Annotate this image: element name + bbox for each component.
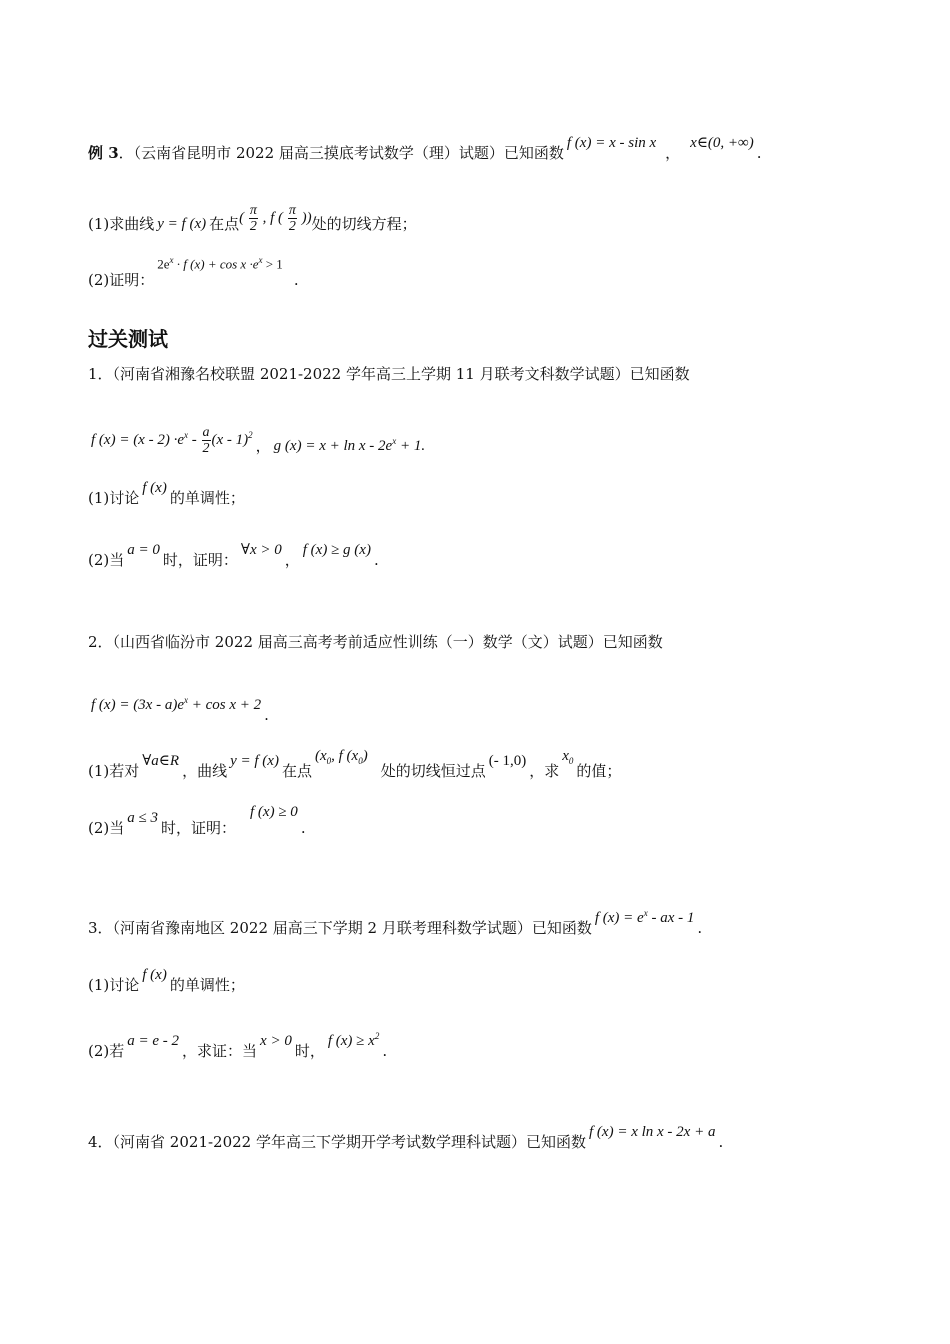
frac-num: π — [249, 203, 257, 218]
q1-g-sep: ， — [255, 437, 271, 456]
g-part: g (x) = x + ln x - 2e — [273, 438, 393, 455]
exp-2: 2 — [374, 1031, 380, 1041]
q3-intro-text: 3．（河南省豫南地区 2022 届高三下学期 2 月联考理科数学试题）已知函数 — [88, 919, 592, 937]
paren-open: ( — [239, 209, 245, 226]
q2-part1-forall: ∀a∈R — [142, 753, 180, 769]
q3-part2-when: 时， — [294, 1042, 325, 1060]
example3-comma: ， — [665, 144, 681, 162]
q1-part1-func: f (x) — [142, 480, 167, 496]
q2-part2-period: . — [300, 819, 306, 837]
x0-x: x — [562, 748, 569, 764]
q2-part1 — [88, 748, 622, 781]
point-mid: , f (x — [331, 748, 359, 764]
example3-part2-formula — [157, 250, 283, 274]
q1-def — [88, 425, 428, 456]
f-end: + cos x + 2 — [188, 697, 262, 713]
q4-intro — [88, 1124, 724, 1152]
sub-0: 0 — [326, 756, 332, 766]
example3-part1-curve: y = f (x) — [157, 216, 207, 232]
q3-part1-prefix: (1)讨论 — [88, 976, 140, 994]
q1-part2-forall: ∀x > 0 — [240, 542, 282, 558]
q3-part1-suffix: 的单调性； — [169, 976, 245, 994]
q3-f-period: . — [697, 919, 703, 937]
f-part-b: - — [188, 432, 201, 448]
exp-x-2: x — [258, 255, 263, 265]
q3-part2-mid: ，求证：当 — [182, 1042, 258, 1060]
q1-part1-suffix: 的单调性； — [169, 489, 245, 507]
point-x: (x — [314, 748, 327, 764]
frac-num: a — [202, 425, 210, 441]
example3-domain: x∈(0, +∞) — [690, 135, 754, 151]
pi-over-2-fraction-2 — [288, 203, 297, 234]
example3-part1 — [88, 203, 417, 234]
example3-func: f (x) = x - sin x — [566, 135, 657, 151]
q3-part1-func: f (x) — [142, 967, 167, 983]
sub-0-2: 0 — [358, 756, 363, 766]
point-end: ) — [362, 748, 368, 764]
q4-f-def: f (x) = x ln x - 2x + a — [589, 1124, 716, 1140]
g-end: + 1 — [396, 438, 422, 455]
g-period: . — [421, 438, 426, 455]
exp-x: x — [169, 255, 174, 265]
q2-intro: 2．（山西省临汾市 2022 届高三高考考前适应性训练（一）数学（文）试题）已知函数 — [88, 633, 663, 651]
example3-part2-prefix: (2)证明： — [88, 271, 155, 290]
q1-part2-mid: 时，证明： — [162, 551, 238, 569]
example3-label: 例 3 — [88, 144, 119, 162]
q2-part1-a: ，曲线 — [182, 762, 228, 780]
f-part-c: (x - 1) — [211, 432, 249, 448]
a-over-2-fraction — [202, 425, 211, 456]
frac-num: π — [288, 203, 296, 218]
example3-part1-suffix: 处的切线方程； — [311, 215, 417, 233]
paren-close: )) — [301, 209, 312, 226]
q1-part2-prefix: (2)当 — [88, 551, 125, 569]
q1-intro: 1．（河南省湘豫名校联盟 2021-2022 学年高三上学期 11 月联考文科数学试题）已知函数 — [88, 365, 690, 383]
f-part: f (x) = e — [594, 910, 644, 926]
q2-def — [88, 695, 269, 725]
f-part-a: f (x) = (x - 2) ·e — [91, 432, 184, 448]
q1-g-def — [274, 431, 425, 456]
q1-part1-prefix: (1)讨论 — [88, 489, 140, 507]
q3-part2-period: . — [382, 1042, 388, 1060]
q2-part2-ineq: f (x) ≥ 0 — [250, 804, 298, 820]
example3-part1-mid: 在点 — [209, 215, 240, 233]
q2-f-def — [91, 690, 261, 715]
q1-part2-ineq: f (x) ≥ g (x) — [302, 542, 371, 558]
q3-part2-cond: a = e - 2 — [127, 1033, 180, 1049]
q1-part2-period: . — [373, 551, 379, 569]
q4-f-period: . — [718, 1133, 724, 1151]
exp-x: x — [184, 430, 188, 440]
example3-part1-prefix: (1)求曲线 — [88, 215, 155, 233]
q3-intro — [88, 908, 703, 938]
example3-period: . — [756, 144, 762, 162]
q2-part2-mid: 时，证明： — [160, 819, 236, 837]
q2-part1-d: ，求 — [529, 762, 560, 780]
f-part: f (x) = (3x - a)e — [91, 697, 184, 713]
exp-x: x — [184, 695, 188, 705]
exp-x: x — [643, 908, 648, 918]
q2-part1-curve: y = f (x) — [230, 753, 279, 769]
pi-over-2-fraction — [249, 203, 258, 234]
formula-2e: 2e — [157, 256, 170, 272]
point-sep: , f ( — [262, 209, 284, 226]
section-title: 过关测试 — [88, 327, 168, 351]
q2-part1-prefix: (1)若对 — [88, 762, 140, 780]
example3-source: ．（云南省昆明市 2022 届高三摸底考试数学（理）试题）已知函数 — [118, 144, 564, 162]
q2-part1-b: 在点 — [281, 762, 312, 780]
exp-2: 2 — [248, 430, 253, 440]
exp-x: x — [392, 436, 397, 447]
q2-part2-cond: a ≤ 3 — [127, 810, 158, 826]
example3-intro — [88, 135, 762, 163]
q2-part2 — [88, 804, 306, 838]
sub-0: 0 — [568, 756, 574, 766]
q2-part1-x0 — [562, 746, 573, 771]
frac-den: 2 — [249, 219, 257, 234]
q4-intro-text: 4．（河南省 2021-2022 学年高三下学期开学考试数学理科试题）已知函数 — [88, 1133, 586, 1151]
frac-den: 2 — [288, 219, 296, 234]
ineq-part: f (x) ≥ x — [327, 1033, 375, 1049]
q2-part1-fixed: (- 1,0) — [488, 753, 527, 769]
q3-part2-x: x > 0 — [260, 1033, 292, 1049]
frac-den: 2 — [202, 441, 210, 457]
q1-part1 — [88, 480, 245, 508]
f-end: - ax - 1 — [647, 910, 695, 926]
example3-part2-period: . — [293, 271, 299, 290]
formula-rest: · f (x) + cos x ·e — [176, 256, 259, 272]
example3-point — [239, 203, 311, 234]
q3-part2-prefix: (2)若 — [88, 1042, 125, 1060]
q1-part2-cond: a = 0 — [127, 542, 160, 558]
q3-part1 — [88, 967, 245, 995]
q1-part2 — [88, 542, 379, 570]
q3-part2-ineq — [328, 1026, 379, 1051]
q2-part2-prefix: (2)当 — [88, 819, 125, 837]
q1-f-def — [91, 425, 253, 456]
q3-f-def — [595, 903, 695, 928]
q2-part1-point — [315, 746, 368, 771]
q2-f-period: . — [264, 706, 269, 724]
q1-part2-comma: ， — [284, 551, 300, 569]
q2-part1-e: 的值； — [576, 762, 622, 780]
formula-end: > 1 — [262, 256, 283, 272]
q3-part2 — [88, 1031, 388, 1061]
q2-part1-c: 处的切线恒过点 — [380, 762, 486, 780]
